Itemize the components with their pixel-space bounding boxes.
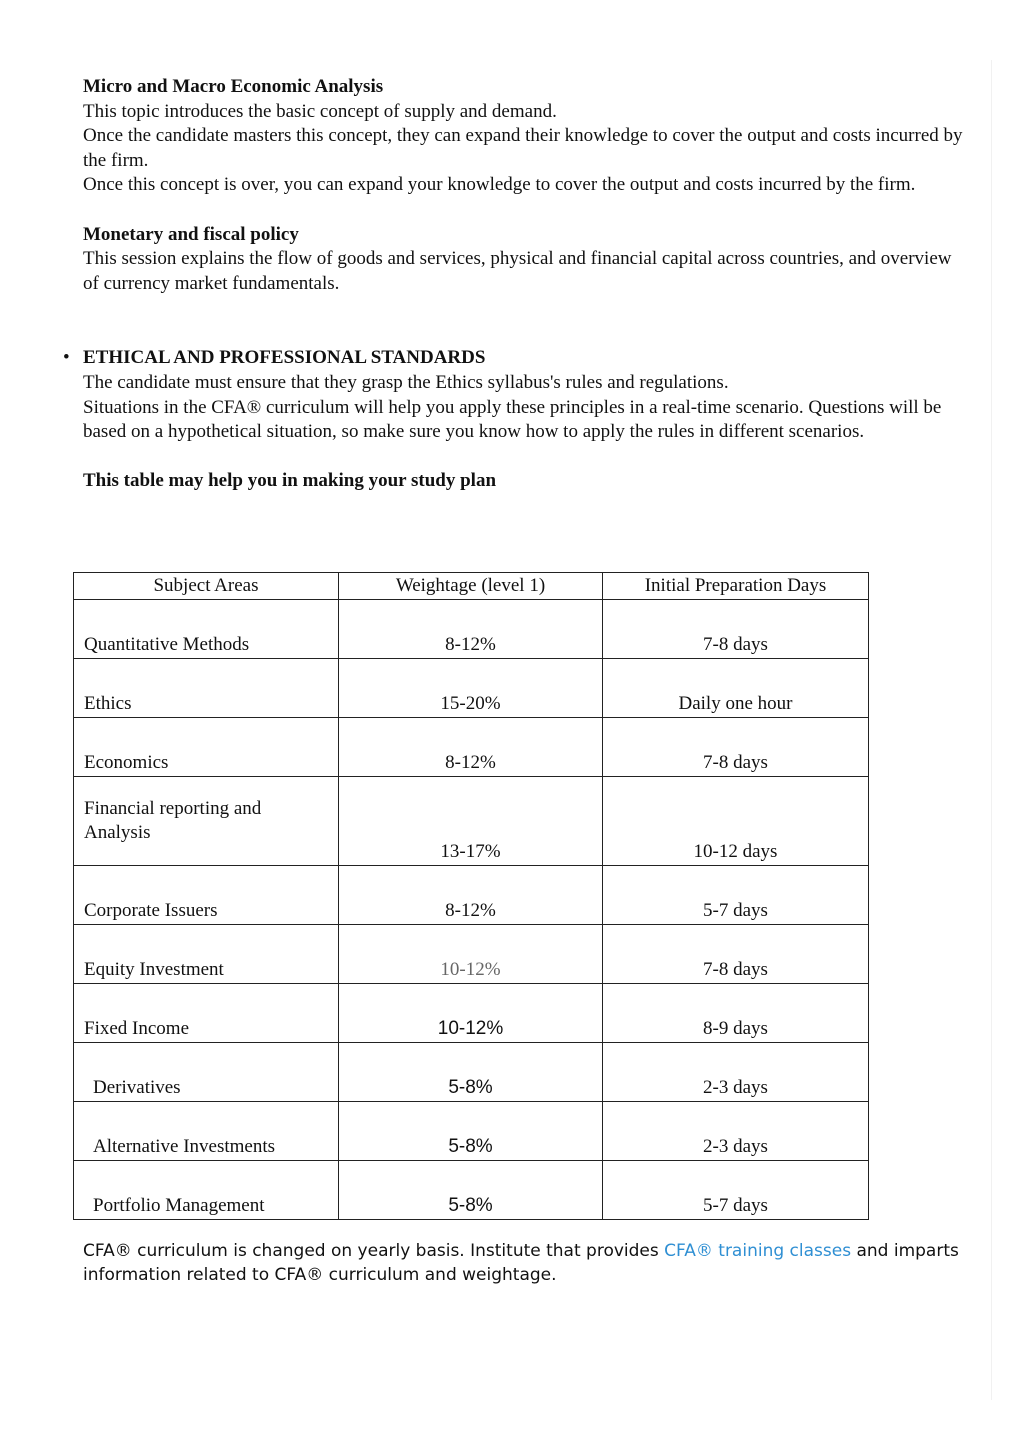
column-header-subject: Subject Areas (74, 573, 339, 600)
paragraph-line: Once the candidate masters this concept, they can expand their knowledge to cover the output and costs incurred by the firm. (83, 125, 963, 171)
subject-cell: Derivatives (74, 1043, 339, 1102)
days-cell: 7-8 days (603, 925, 869, 984)
paragraph-line: Once this concept is over, you can expand your knowledge to cover the output and costs incurred by the firm. (83, 174, 916, 196)
subject-cell (74, 777, 339, 866)
cfa-training-classes-link[interactable]: CFA® training classes (664, 1241, 852, 1261)
footer-text-after: and imparts information related to CFA® curriculum and weightage. (83, 1241, 959, 1286)
weight-cell: 10-12% (339, 984, 603, 1043)
days-cell: 2-3 days (603, 1102, 869, 1161)
days-cell: Daily one hour (603, 659, 869, 718)
table-row (74, 866, 869, 925)
subject-cell: Economics (74, 718, 339, 777)
subject-cell: Alternative Investments (74, 1102, 339, 1161)
table-row (74, 659, 869, 718)
weight-cell: 5-8% (339, 1043, 603, 1102)
table-header-row (74, 573, 869, 600)
days-cell: 8-9 days (603, 984, 869, 1043)
table-row (74, 984, 869, 1043)
document-body (63, 75, 963, 494)
days-cell: 5-7 days (603, 866, 869, 925)
footer-note (83, 1239, 963, 1288)
bullet-item-ethics (63, 346, 963, 371)
days-cell: 2-3 days (603, 1043, 869, 1102)
paragraph-line: The candidate must ensure that they grasp the Ethics syllabus's rules and regulations. (83, 371, 729, 393)
table-row (74, 1043, 869, 1102)
footer-text-before: CFA® curriculum is changed on yearly basis. Institute that provides (83, 1241, 665, 1261)
bullet-heading: ETHICAL AND PROFESSIONAL STANDARDS (83, 347, 486, 369)
days-cell: 10-12 days (603, 777, 869, 866)
weight-cell: 5-8% (339, 1102, 603, 1161)
column-header-weightage: Weightage (level 1) (339, 573, 603, 600)
column-header-days: Initial Preparation Days (603, 573, 869, 600)
weight-cell: 5-8% (339, 1161, 603, 1220)
subject-cell: Quantitative Methods (74, 600, 339, 659)
subject-cell: Equity Investment (74, 925, 339, 984)
subject-cell: Fixed Income (74, 984, 339, 1043)
table-title: This table may help you in making your study plan (83, 470, 497, 492)
weight-cell: 13-17% (339, 777, 603, 866)
subject-cell: Portfolio Management (74, 1161, 339, 1220)
weight-cell: 8-12% (339, 718, 603, 777)
subject-cell: Corporate Issuers (74, 866, 339, 925)
table-row (74, 777, 869, 866)
table-row (74, 718, 869, 777)
subject-cell: Ethics (74, 659, 339, 718)
days-cell: 7-8 days (603, 718, 869, 777)
table-row (74, 925, 869, 984)
weight-cell: 8-12% (339, 866, 603, 925)
section-heading-monetary-fiscal: Monetary and fiscal policy (83, 223, 299, 245)
paragraph-text: This session explains the flow of goods and services, physical and financial capital across countries, and overview of currency market fundamentals. (83, 248, 952, 294)
table-row (74, 1102, 869, 1161)
table-row (74, 1161, 869, 1220)
paragraph-line: This topic introduces the basic concept of supply and demand. (83, 100, 557, 122)
study-plan-table (73, 572, 869, 1220)
weight-cell: 10-12% (339, 925, 603, 984)
days-cell: 5-7 days (603, 1161, 869, 1220)
weight-cell: 15-20% (339, 659, 603, 718)
bullet-dot: • (63, 347, 70, 369)
table-row (74, 600, 869, 659)
paragraph-line: Situations in the CFA® curriculum will help you apply these principles in a real-time scenario. Questions will be based on a hypothetical situation, so make sure you know how to apply the rules in different scenarios. (83, 396, 942, 443)
subject-cell-text: Financial reporting and Analysis (84, 798, 262, 843)
section-heading-micro-macro: Micro and Macro Economic Analysis (83, 76, 384, 97)
page-edge-divider (991, 60, 992, 1400)
days-cell: 7-8 days (603, 600, 869, 659)
weight-cell: 8-12% (339, 600, 603, 659)
